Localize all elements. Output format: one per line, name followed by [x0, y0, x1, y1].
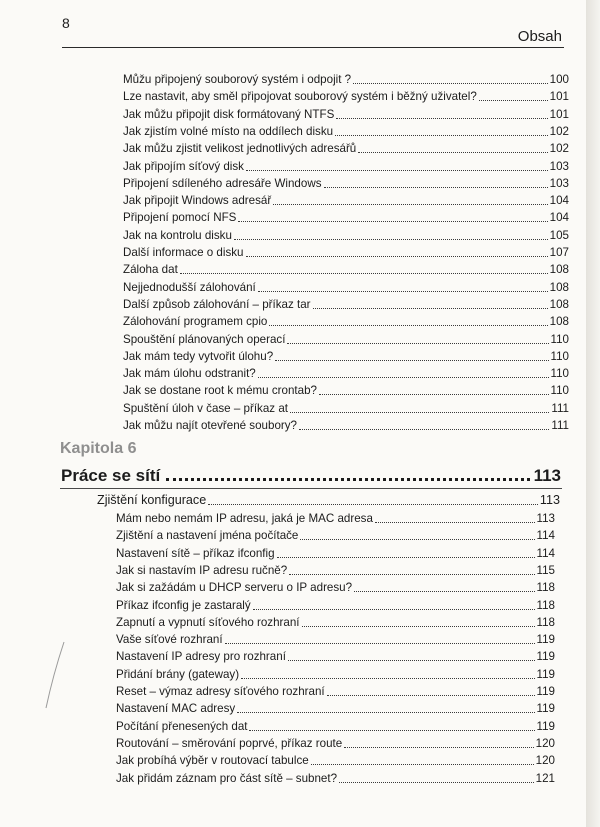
- entry-title: Jak si zažádám u DHCP serveru o IP adresu?: [116, 581, 353, 595]
- entry-page: 111: [551, 401, 569, 415]
- entry-title: Jak připojím síťový disk: [123, 159, 244, 173]
- page-number: 8: [62, 15, 70, 31]
- running-head: Obsah: [517, 28, 562, 45]
- entry-page: 110: [550, 384, 569, 398]
- toc-entry: [116, 580, 555, 595]
- entry-title: Zjištění a nastavení jména počítače: [116, 529, 299, 543]
- entry-page: 119: [536, 685, 555, 698]
- dot-leader: [277, 557, 535, 558]
- entry-title: Zapnutí a vypnutí síťového rozhraní: [116, 615, 300, 629]
- dot-leader: [375, 522, 535, 523]
- toc-entry: [123, 366, 569, 381]
- entry-page: 100: [549, 73, 569, 86]
- dot-leader: [353, 83, 548, 84]
- entry-title: Jak si nastavím IP adresu ručně?: [116, 563, 288, 577]
- entry-title: Vaše síťové rozhraní: [116, 633, 223, 647]
- entry-page: 114: [536, 529, 555, 543]
- entry-title: Počítání přenesených dat: [116, 719, 248, 733]
- dot-leader: [208, 504, 538, 505]
- dot-leader: [258, 291, 548, 292]
- dot-leader: [269, 325, 547, 326]
- toc-entry: [116, 736, 555, 751]
- dot-leader: [225, 643, 535, 644]
- dot-leader: [273, 204, 547, 205]
- entry-title: Jak zjistím volné místo na oddílech disku: [123, 124, 334, 138]
- entry-page: 108: [549, 297, 569, 311]
- toc-entry: [123, 124, 569, 139]
- dot-leader: [275, 360, 548, 361]
- pencil-mark: [40, 640, 70, 710]
- entry-title: Reset – výmaz adresy síťového rozhraní: [116, 685, 325, 698]
- toc-entry: [123, 418, 569, 433]
- entry-page: 102: [549, 124, 569, 138]
- entry-page: 119: [536, 633, 555, 647]
- entry-page: 121: [535, 771, 555, 785]
- entry-title: Připojení sdíleného adresáře Windows: [123, 176, 322, 190]
- section-title: Zjištění konfigurace: [97, 493, 207, 507]
- dot-leader: [339, 782, 534, 783]
- entry-title: Jak mám úlohu odstranit?: [123, 367, 256, 381]
- entry-title: Můžu připojený souborový systém i odpojit ?: [123, 73, 352, 86]
- entry-page: 110: [550, 367, 569, 381]
- dot-leader: [327, 695, 535, 696]
- chapter-page: 113: [533, 466, 561, 485]
- dot-leader: [319, 394, 549, 395]
- dot-leader: [299, 429, 549, 430]
- toc-entry: [123, 89, 569, 104]
- entry-page: 102: [549, 142, 569, 156]
- entry-title: Nejjednodušší zálohování: [123, 280, 256, 294]
- dot-leader: [166, 478, 529, 481]
- toc-entry: [123, 159, 569, 174]
- dot-leader: [287, 343, 548, 344]
- dot-leader: [358, 152, 547, 153]
- dot-leader: [180, 273, 548, 274]
- entry-title: Jak mám tedy vytvořit úlohu?: [123, 349, 274, 363]
- toc-entry: [123, 245, 569, 260]
- dot-leader: [290, 412, 549, 413]
- entry-title: Spuštění úloh v čase – příkaz at: [123, 401, 288, 415]
- entry-page: 119: [536, 702, 555, 716]
- chapter-title-entry: [61, 462, 561, 486]
- dot-leader: [234, 239, 548, 240]
- toc-entry: [116, 511, 555, 526]
- dot-leader: [336, 118, 547, 119]
- dot-leader: [249, 730, 534, 731]
- chapter-label: Kapitola 6: [60, 440, 137, 457]
- dot-leader: [258, 377, 549, 378]
- entry-title: Připojení pomocí NFS: [123, 211, 237, 225]
- entry-page: 115: [536, 563, 555, 577]
- toc-entry: [116, 684, 555, 699]
- dot-leader: [241, 678, 534, 679]
- dot-leader: [311, 764, 534, 765]
- entry-page: 113: [536, 512, 555, 525]
- entry-title: Příkaz ifconfig je zastaralý: [116, 598, 251, 612]
- entry-title: Další informace o disku: [123, 246, 244, 259]
- dot-leader: [237, 712, 534, 713]
- entry-page: 103: [549, 159, 569, 173]
- toc-entry: [116, 563, 555, 578]
- section-page: 113: [539, 493, 560, 507]
- toc-entry: [123, 262, 569, 277]
- toc-entry: [123, 314, 569, 329]
- toc-entry: [116, 598, 555, 613]
- entry-title: Jak přidám záznam pro část sítě – subnet?: [116, 771, 338, 785]
- entry-page: 114: [536, 546, 555, 560]
- toc-entry: [123, 401, 569, 416]
- entry-page: 119: [536, 719, 555, 733]
- dot-leader: [288, 660, 535, 661]
- toc-entry: [116, 546, 555, 561]
- entry-title: Jak na kontrolu disku: [123, 228, 232, 242]
- entry-title: Jak můžu připojit disk formátovaný NTFS: [123, 107, 335, 121]
- dot-leader: [246, 256, 548, 257]
- toc-entry: [123, 72, 569, 87]
- entry-title: Jak připojit Windows adresář: [123, 194, 272, 208]
- dot-leader: [253, 609, 535, 610]
- entry-title: Jak můžu zjistit velikost jednotlivých adresářů: [123, 142, 357, 156]
- entry-page: 108: [549, 263, 569, 277]
- toc-entry: [123, 107, 569, 122]
- entry-page: 120: [535, 754, 555, 768]
- entry-title: Nastavení MAC adresy: [116, 702, 236, 716]
- toc-entry: [116, 667, 555, 682]
- dot-leader: [300, 539, 534, 540]
- toc-entry: [123, 383, 569, 398]
- entry-page: 107: [549, 246, 569, 259]
- entry-page: 101: [549, 107, 569, 121]
- toc-entry: [116, 649, 555, 664]
- toc-entry: [123, 141, 569, 156]
- dot-leader: [289, 574, 534, 575]
- entry-title: Spouštění plánovaných operací: [123, 332, 286, 346]
- toc-entry: [123, 280, 569, 295]
- entry-title: Nastavení IP adresy pro rozhraní: [116, 650, 286, 664]
- entry-page: 104: [549, 211, 569, 225]
- entry-title: Routování – směrování poprvé, příkaz route: [116, 736, 343, 750]
- dot-leader: [479, 100, 548, 101]
- entry-page: 118: [536, 598, 555, 612]
- entry-page: 103: [549, 176, 569, 190]
- entry-page: 108: [549, 315, 569, 329]
- entry-page: 118: [536, 581, 555, 595]
- entry-title: Záloha dat: [123, 263, 178, 277]
- entry-page: 101: [549, 90, 569, 104]
- entry-title: Zálohování programem cpio: [123, 315, 268, 329]
- dot-leader: [313, 308, 548, 309]
- entry-page: 119: [536, 650, 555, 664]
- header-rule: [62, 47, 564, 48]
- entry-page: 110: [550, 332, 569, 346]
- entry-page: 119: [536, 667, 555, 681]
- dot-leader: [354, 591, 534, 592]
- toc-entry: [116, 632, 555, 647]
- entry-title: Jak probíhá výběr v routovací tabulce: [116, 754, 309, 768]
- entry-page: 108: [549, 280, 569, 294]
- entry-title: Lze nastavit, aby směl připojovat souborový systém i běžný uživatel?: [123, 90, 477, 104]
- entry-page: 110: [550, 349, 569, 363]
- toc-entry: [116, 528, 555, 543]
- dot-leader: [302, 626, 535, 627]
- toc-entry: [116, 701, 555, 716]
- entry-title: Jak můžu najít otevřené soubory?: [123, 419, 298, 432]
- chapter-rule: [60, 488, 562, 489]
- toc-entry: [123, 349, 569, 364]
- toc-entry: [123, 176, 569, 191]
- dot-leader: [335, 135, 548, 136]
- dot-leader: [324, 187, 548, 188]
- toc-entry: [123, 210, 569, 225]
- toc-entry: [116, 615, 555, 630]
- entry-page: 120: [535, 736, 555, 750]
- entry-title: Přidání brány (gateway): [116, 667, 240, 681]
- dot-leader: [238, 221, 547, 222]
- entry-page: 118: [536, 615, 555, 629]
- entry-title: Mám nebo nemám IP adresu, jaká je MAC adresa: [116, 512, 373, 525]
- toc-entry: [123, 332, 569, 347]
- dot-leader: [344, 747, 533, 748]
- toc-entry: [116, 719, 555, 734]
- entry-page: 111: [551, 419, 569, 432]
- toc-section-entry: [97, 493, 560, 508]
- entry-page: 105: [549, 228, 569, 242]
- toc-entry: [116, 753, 555, 768]
- chapter-title: Práce se sítí: [61, 466, 161, 485]
- entry-page: 104: [549, 194, 569, 208]
- toc-entry: [123, 228, 569, 243]
- entry-title: Nastavení sítě – příkaz ifconfig: [116, 546, 275, 560]
- toc-entry: [123, 297, 569, 312]
- dot-leader: [246, 170, 548, 171]
- page-edge: [586, 0, 600, 827]
- entry-title: Jak se dostane root k mému crontab?: [123, 384, 317, 398]
- toc-entry: [116, 771, 555, 786]
- toc-entry: [123, 193, 569, 208]
- entry-title: Další způsob zálohování – příkaz tar: [123, 297, 311, 311]
